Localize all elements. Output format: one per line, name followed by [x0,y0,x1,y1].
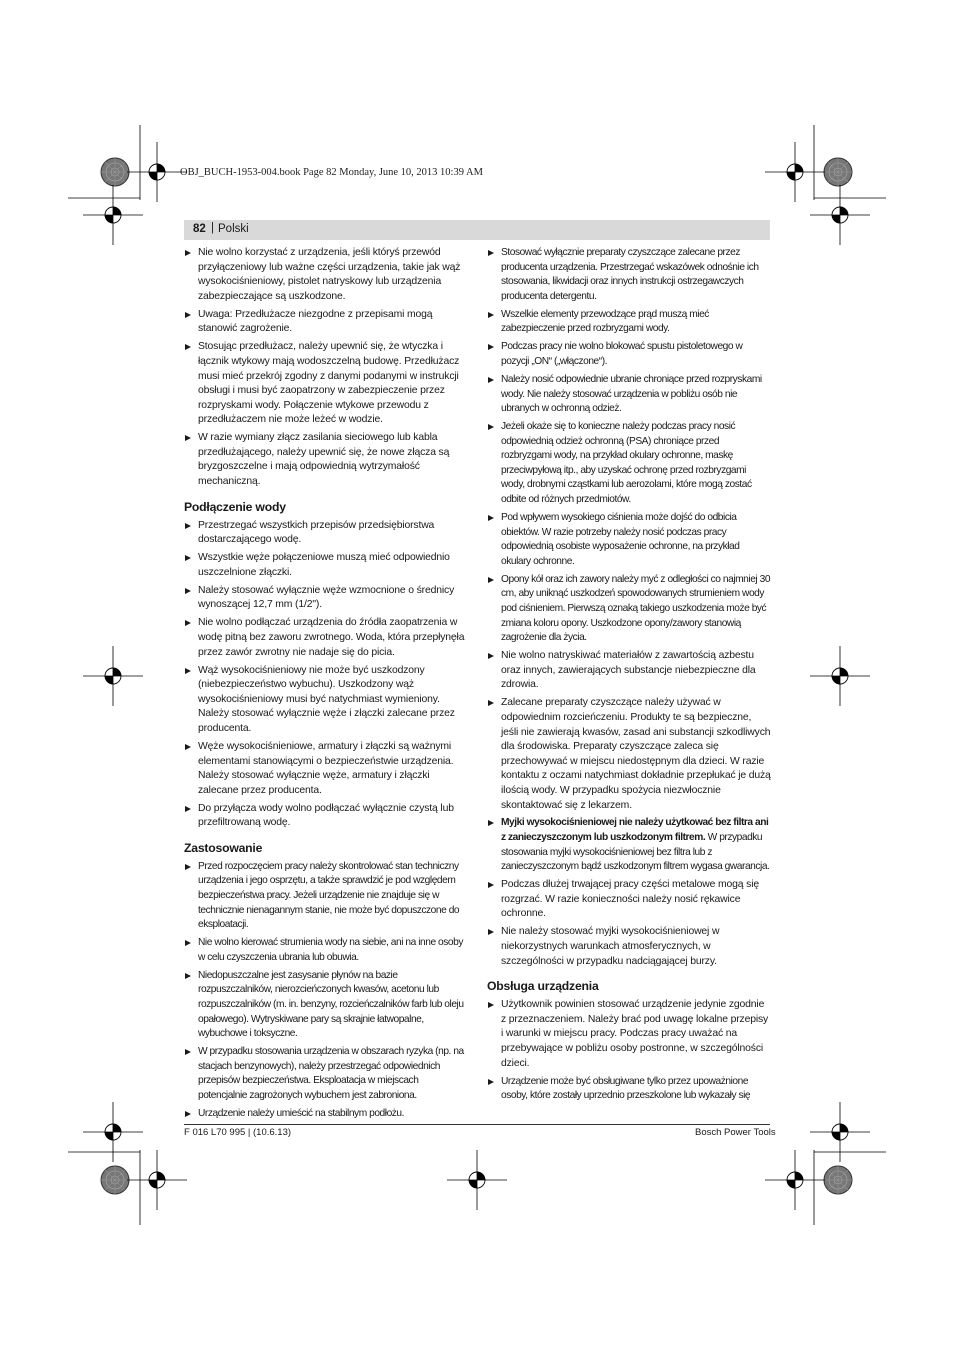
bullet-triangle-icon [185,620,191,626]
list-item: Wszystkie węże połączeniowe muszą mieć odpowiednio uszczelnione złączki. [184,551,466,580]
section-heading-operation: Obsługa urządzenia [487,979,599,994]
right-column [487,246,771,1107]
bullet-triangle-icon [488,344,494,350]
list-item: W przypadku stosowania urządzenia w obszarach ryzyka (np. na stacjach benzynowych), należy przestrzegać odpowiednich przepisów bezpieczeństwa. Eksploatacja w miejscach potencjalnie zagrożonych wybuchem jest zabroniona. [184,1045,466,1103]
section-heading-usage: Zastosowanie [184,840,263,855]
list-item: Nie wolno korzystać z urządzenia, jeśli któryś przewód przyłączeniowy lub ważne części urządzenia, takie jak wąż wysokociśnieniowy, pistolet natryskowy lub urządzenia zabezpieczające są uszkodzone. [184,246,466,304]
bullet-triangle-icon [185,555,191,561]
list-item: Należy stosować wyłącznie węże wzmocnione o średnicy wynoszącej 12,7 mm (1/2"). [184,584,466,613]
bullet-triangle-icon [185,523,191,529]
list-item: Węże wysokociśnieniowe, armatury i złączki są ważnymi elementami stanowiącymi o bezpieczeństwie urządzenia. Należy stosować wyłącznie węże, armatury i złączki zalecane przez producenta. [184,740,466,798]
list-item: W razie wymiany złącz zasilania sieciowego lub kabla przedłużającego, należy upewnić się, że nowe złącza są bryzgoszczelne i mają odpowiednią wytrzymałość mechaniczną. [184,431,466,489]
list-item: Przestrzegać wszystkich przepisów przedsiębiorstwa dostarczającego wodę. [184,519,466,548]
header-separator: | [211,222,214,234]
bullet-triangle-icon [185,744,191,750]
bullet-triangle-icon [488,653,494,659]
bullet-triangle-icon [185,312,191,318]
page-number: 82 [193,223,206,235]
list-item: Do przyłącza wody wolno podłączać wyłącznie czystą lub przefiltrowaną wodę. [184,802,466,831]
bullet-triangle-icon [488,577,494,583]
warning-bold-text: Myjki wysokociśnieniowej nie należy użytkować bez filtra ani z zanieczyszczonym lub uszkodzonym filtrem. [501,817,769,844]
list-item: Zalecane preparaty czyszczące należy używać w odpowiednim rozcieńczeniu. Produkty te są bezpieczne, jeśli nie zawierają kwasów, zasad ani substancji szkodliwych dla środowiska. Preparaty czyszczące zaleca się przechowywać w miejscu niedostępnym dla dzieci. W razie kontaktu z oczami natychmiast dokładnie przepłukać je dużą ilością wody. W przypadku spożycia niezwłocznie skontaktować się z lekarzem. [487,696,771,813]
list-item: Nie wolno natryskiwać materiałów z zawartością azbestu oraz innych, zawierających substancje niebezpieczne dla zdrowia. [487,649,771,693]
bullet-triangle-icon [185,588,191,594]
book-info-line: OBJ_BUCH-1953-004.book Page 82 Monday, June 10, 2013 10:39 AM [180,167,483,178]
list-item: Nie należy stosować myjki wysokociśnieniowej w niekorzystnych warunkach atmosferycznych, w szczególności w przypadku nadciągającej burzy. [487,925,771,969]
list-item: Pod wpływem wysokiego ciśnienia może dojść do odbicia obiektów. W razie potrzeby należy nosić podczas pracy odpowiednią osobiste wyposażenie ochronne, na przykład okulary ochronne. [487,511,771,569]
bullet-triangle-icon [488,424,494,430]
list-item: Urządzenie należy umieścić na stabilnym podłożu. [184,1107,466,1122]
bullet-triangle-icon [488,1002,494,1008]
bullet-triangle-icon [185,1049,191,1055]
footer-brand: Bosch Power Tools [695,1127,776,1138]
bullet-triangle-icon [185,250,191,256]
bullet-triangle-icon [488,882,494,888]
bullet-triangle-icon [185,940,191,946]
bullet-triangle-icon [185,864,191,870]
bullet-triangle-icon [488,515,494,521]
list-item: Opony kół oraz ich zawory należy myć z odległości co najmniej 30 cm, aby uniknąć uszkodzeń spowodowanych strumieniem wody pod ciśnieniem. Pierwszą oznaką takiego uszkodzenia może być zmiana koloru opony. Uszkodzone opony/zawory stanowią zagrożenie dla życia. [487,573,771,646]
bullet-triangle-icon [185,668,191,674]
footer-doc-number: F 016 L70 995 | (10.6.13) [184,1127,292,1138]
bullet-triangle-icon [488,700,494,706]
bullet-triangle-icon [488,929,494,935]
list-item: Podczas dłużej trwającej pracy części metalowe mogą się rozgrzać. W razie konieczności należy nosić rękawice ochronne. [487,878,771,922]
left-column [184,246,466,1125]
header-language: Polski [218,223,249,235]
bullet-triangle-icon [185,1111,191,1117]
bullet-triangle-icon [185,435,191,441]
list-item: Niedopuszczalne jest zasysanie płynów na bazie rozpuszczalników, nierozcieńczonych kwasów, acetonu lub rozpuszczalników (m. in. benzyny, rozcieńczalników farb lub oleju opałowego). Wytryskiwane pary są skrajnie łatwopalne, wybuchowe i toksyczne. [184,969,466,1042]
bullet-triangle-icon [185,344,191,350]
list-item: Myjki wysokociśnieniowej nie należy użytkować bez filtra ani z zanieczyszczonym lub uszkodzonym filtrem. W przypadku stosowania myjki wysokociśnieniowej bez filtra lub z zanieczyszczonym bądź uszkodzonym filtrem wygasa gwarancja. [487,816,771,874]
list-item: Wąż wysokociśnieniowy nie może być uszkodzony (niebezpieczeństwo wybuchu). Uszkodzony wąż wysokociśnieniowy musi być natychmiast wymieniony. Należy stosować wyłącznie węże i złączki zalecane przez producenta. [184,664,466,737]
list-item: Urządzenie może być obsługiwane tylko przez upoważnione osoby, które zostały uprzednio przeszkolone lub wykazały się [487,1075,771,1104]
bullet-triangle-icon [488,820,494,826]
list-item: Stosując przedłużacz, należy upewnić się, że wtyczka i łącznik wtykowy mają wodoszczelną budowę. Przedłużacz musi mieć przekrój zgodny z danymi podanymi w instrukcji obsługi i musi być zaopatrzony w zabezpieczenie przez rozpryskami wody. Połączenie wtykowe przewodu z przedłużaczem nie może leżeć w wodzie. [184,340,466,428]
list-item: Użytkownik powinien stosować urządzenie jedynie zgodnie z przeznaczeniem. Należy brać pod uwagę lokalne przepisy i warunki w miejscu pracy. Podczas pracy uważać na przebywające w pobliżu osoby postronne, w szczególności dzieci. [487,998,771,1071]
list-item: Należy nosić odpowiednie ubranie chroniące przed rozpryskami wody. Nie należy stosować urządzenia w pobliżu osób nie ubranych w ochronną odzież. [487,373,771,417]
bullet-triangle-icon [488,250,494,256]
list-item: Nie wolno kierować strumienia wody na siebie, ani na inne osoby w celu czyszczenia ubrania lub obuwia. [184,936,466,965]
bullet-triangle-icon [488,377,494,383]
list-item: Wszelkie elementy przewodzące prąd muszą mieć zabezpieczenie przed rozbryzgami wody. [487,308,771,337]
page-header-bar [184,220,770,240]
footer-rule [184,1124,770,1125]
list-item: Nie wolno podłączać urządzenia do źródła zaopatrzenia w wodę pitną bez zaworu zwrotnego. Woda, która przepłynęła przez zawór zwrotny nie nadaje się do picia. [184,616,466,660]
section-heading-water: Podłączenie wody [184,499,286,514]
list-item: Jeżeli okaże się to konieczne należy podczas pracy nosić odpowiednią odzież ochronną (PSA) chroniące przed rozbryzgami wody, na przykład okulary ochronne, maskę przeciwpyłową itp., aby uzyskać ochronę przed rozbryzgami wody, drobnymi cząstkami lub aerozolami, które mogą zostać odbite od różnych przedmiotów. [487,420,771,508]
bullet-triangle-icon [185,973,191,979]
list-item: Podczas pracy nie wolno blokować spustu pistoletowego w pozycji „ON“ („włączone“). [487,340,771,369]
bullet-triangle-icon [488,1079,494,1085]
list-item: Uwaga: Przedłużacze niezgodne z przepisami mogą stanowić zagrożenie. [184,308,466,337]
list-item: Stosować wyłącznie preparaty czyszczące zalecane przez producenta urządzenia. Przestrzegać wskazówek odnośnie ich stosowania, likwidacji oraz innych instrukcji ostrzegawczych producenta detergentu. [487,246,771,304]
bullet-triangle-icon [185,806,191,812]
list-item: Przed rozpoczęciem pracy należy skontrolować stan techniczny urządzenia i jego osprzętu, a także sprawdzić je pod względem bezpieczeństwa pracy. Jeżeli urządzenie nie znajduje się w technicznie nienagannym stanie, nie może być dopuszczone do eksploatacji. [184,860,466,933]
bullet-triangle-icon [488,312,494,318]
